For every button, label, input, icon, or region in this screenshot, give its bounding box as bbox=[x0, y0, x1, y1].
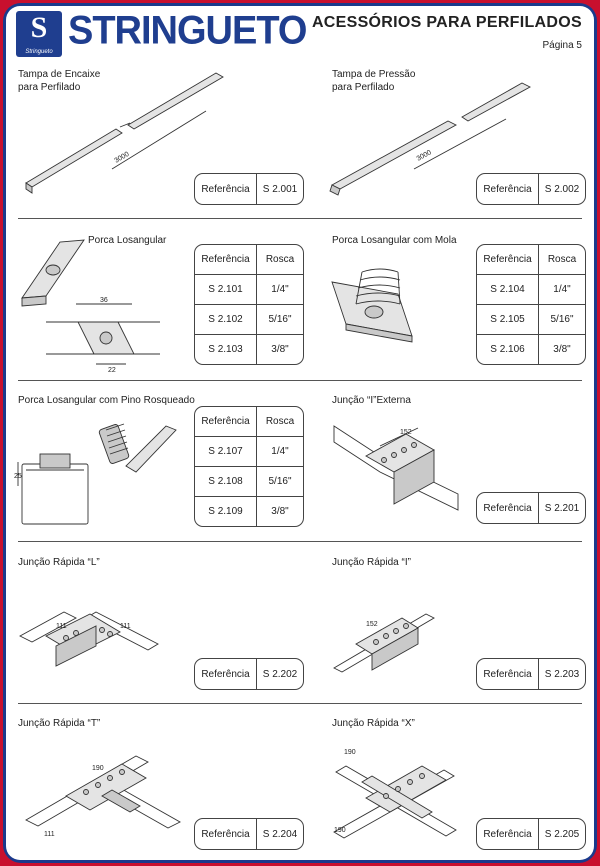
dim-25: 25 bbox=[14, 473, 22, 480]
page-title: ACESSÓRIOS PARA PERFILADOS bbox=[311, 14, 582, 31]
juncao-i-ref bbox=[476, 658, 586, 690]
section-divider bbox=[18, 541, 582, 542]
table-row bbox=[195, 436, 303, 466]
logo-letter: S bbox=[30, 11, 48, 44]
table-row bbox=[195, 466, 303, 496]
cell-rosca: 3/8" bbox=[271, 506, 289, 517]
porca-mola-title: Porca Losangular com Mola bbox=[332, 235, 457, 246]
cell-ref: S 2.104 bbox=[477, 275, 539, 304]
dim-190-b: 190 bbox=[344, 749, 356, 756]
cell-rosca: 1/4" bbox=[553, 284, 571, 295]
porca-losangular-title: Porca Losangular bbox=[88, 235, 167, 246]
juncao-i-drawing bbox=[326, 586, 456, 686]
juncao-i-externa-drawing bbox=[326, 416, 476, 526]
tampa-pressao-title: Tampa de Pressão para Perfilado bbox=[332, 69, 416, 93]
header-ref: Referência bbox=[195, 407, 257, 436]
ref-code: S 2.204 bbox=[262, 828, 298, 840]
ref-label: Referência bbox=[195, 174, 257, 204]
page-sheet bbox=[6, 6, 594, 860]
ref-code: S 2.001 bbox=[262, 183, 298, 195]
ref-code: S 2.002 bbox=[544, 183, 580, 195]
table-row bbox=[477, 304, 585, 334]
ref-code: S 2.205 bbox=[544, 828, 580, 840]
juncao-x-title: Junção Rápida “X” bbox=[332, 718, 415, 729]
juncao-l-drawing bbox=[16, 586, 176, 686]
dim-111-b: 111 bbox=[120, 623, 131, 630]
ref-label: Referência bbox=[477, 174, 539, 204]
table-row bbox=[195, 496, 303, 526]
header-rosca: Rosca bbox=[265, 416, 295, 427]
ref-code: S 2.201 bbox=[544, 502, 580, 514]
juncao-i-title: Junção Rápida “I” bbox=[332, 557, 411, 568]
dim-190-c: 190 bbox=[334, 827, 346, 834]
ref-label: Referência bbox=[477, 493, 539, 523]
cell-rosca: 5/16" bbox=[268, 314, 292, 325]
cell-ref: S 2.109 bbox=[195, 497, 257, 526]
table-header-row bbox=[195, 407, 303, 436]
ref-code: S 2.203 bbox=[544, 668, 580, 680]
cell-rosca: 1/4" bbox=[271, 446, 289, 457]
dim-152-b: 152 bbox=[366, 621, 378, 628]
ref-label: Referência bbox=[477, 659, 539, 689]
cell-rosca: 3/8" bbox=[553, 344, 571, 355]
section-divider bbox=[18, 703, 582, 704]
cell-ref: S 2.103 bbox=[195, 335, 257, 364]
dim-190-a: 190 bbox=[92, 765, 104, 772]
juncao-i-externa-ref bbox=[476, 492, 586, 524]
dim-111-c: 111 bbox=[44, 831, 55, 838]
porca-mola-drawing bbox=[326, 246, 446, 356]
tampa-encaixe-ref bbox=[194, 173, 304, 205]
juncao-t-drawing bbox=[16, 736, 186, 846]
cell-rosca: 5/16" bbox=[268, 476, 292, 487]
cell-ref: S 2.101 bbox=[195, 275, 257, 304]
cell-rosca: 3/8" bbox=[271, 344, 289, 355]
table-row bbox=[477, 274, 585, 304]
porca-losangular-drawing bbox=[16, 234, 176, 374]
tampa-pressao-ref bbox=[476, 173, 586, 205]
dim-3000-b: 3000 bbox=[415, 149, 433, 163]
juncao-i-externa-title: Junção “I”Externa bbox=[332, 395, 411, 406]
juncao-t-title: Junção Rápida “T” bbox=[18, 718, 101, 729]
table-row bbox=[195, 334, 303, 364]
header-ref: Referência bbox=[477, 245, 539, 274]
page-number: Página 5 bbox=[542, 40, 582, 51]
juncao-l-title: Junção Rápida “L” bbox=[18, 557, 100, 568]
cell-rosca: 1/4" bbox=[271, 284, 289, 295]
ref-label: Referência bbox=[195, 659, 257, 689]
cell-ref: S 2.102 bbox=[195, 305, 257, 334]
ref-code: S 2.202 bbox=[262, 668, 298, 680]
juncao-t-ref bbox=[194, 818, 304, 850]
ref-label: Referência bbox=[195, 819, 257, 849]
section-divider bbox=[18, 380, 582, 381]
dim-111-a: 111 bbox=[56, 623, 67, 630]
brand-logo bbox=[16, 11, 62, 57]
dim-22: 22 bbox=[108, 367, 116, 374]
logo-caption: Stringueto bbox=[25, 49, 53, 55]
cell-ref: S 2.108 bbox=[195, 467, 257, 496]
table-header-row bbox=[477, 245, 585, 274]
brand-name: STRINGUETO bbox=[68, 8, 307, 54]
porca-pino-table bbox=[194, 406, 304, 527]
header-rosca: Rosca bbox=[547, 254, 577, 265]
cell-ref: S 2.107 bbox=[195, 437, 257, 466]
cell-ref: S 2.106 bbox=[477, 335, 539, 364]
tampa-encaixe-title: Tampa de Encaixe para Perfilado bbox=[18, 69, 101, 93]
section-divider bbox=[18, 218, 582, 219]
juncao-x-ref bbox=[476, 818, 586, 850]
table-row bbox=[195, 274, 303, 304]
table-row bbox=[195, 304, 303, 334]
porca-mola-table bbox=[476, 244, 586, 365]
header-rosca: Rosca bbox=[265, 254, 295, 265]
dim-3000-a: 3000 bbox=[113, 150, 131, 165]
header-ref: Referência bbox=[195, 245, 257, 274]
porca-pino-drawing bbox=[16, 416, 186, 536]
table-row bbox=[477, 334, 585, 364]
dim-36: 36 bbox=[100, 297, 108, 304]
table-header-row bbox=[195, 245, 303, 274]
juncao-x-drawing bbox=[326, 736, 476, 846]
porca-pino-title: Porca Losangular com Pino Rosqueado bbox=[18, 395, 195, 406]
ref-label: Referência bbox=[477, 819, 539, 849]
juncao-l-ref bbox=[194, 658, 304, 690]
porca-losangular-table bbox=[194, 244, 304, 365]
cell-ref: S 2.105 bbox=[477, 305, 539, 334]
cell-rosca: 5/16" bbox=[550, 314, 574, 325]
dim-152-a: 152 bbox=[400, 429, 412, 436]
